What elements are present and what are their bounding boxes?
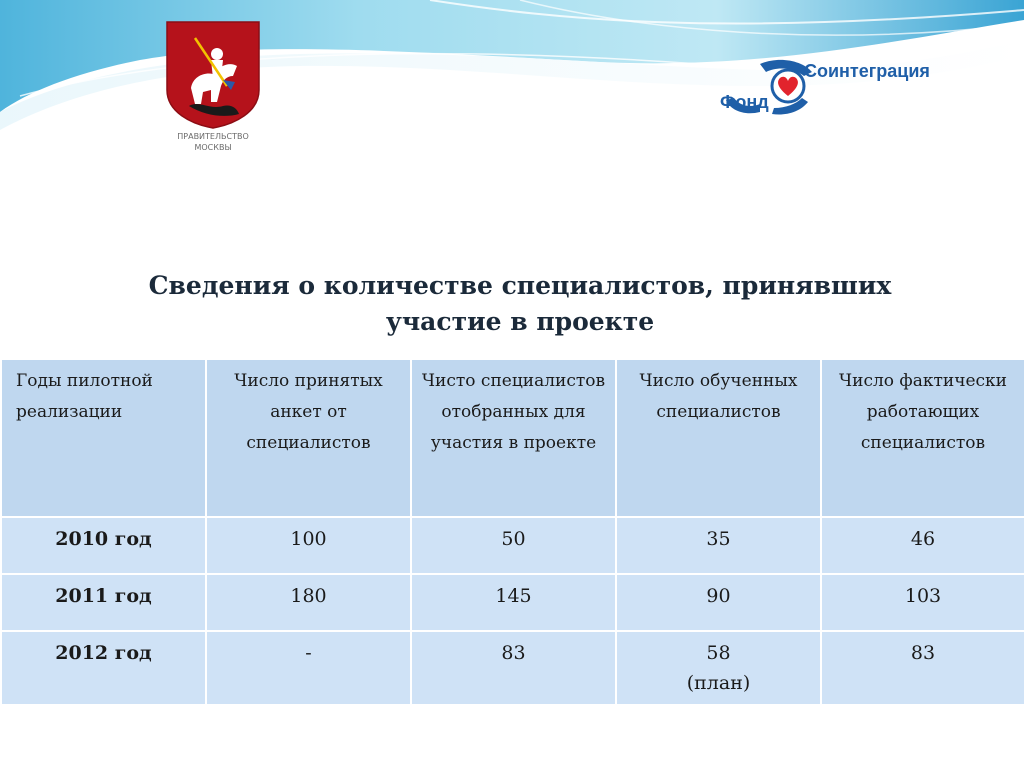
trained-value: 58 (706, 642, 731, 664)
trained-cell (616, 574, 821, 631)
gov-caption-line-1: ПРАВИТЕЛЬСТВО (177, 132, 249, 141)
page-title (100, 268, 940, 340)
applications-cell: 180 (206, 574, 411, 631)
table-row (1, 517, 1024, 574)
selected-cell: 50 (411, 517, 616, 574)
page-title-line-2: участие в проекте (385, 307, 655, 336)
government-caption (148, 131, 278, 153)
fund-logo-name: Соинтеграция (804, 61, 930, 81)
table-row (1, 574, 1024, 631)
header-trained: Число обученных специалистов (616, 359, 821, 517)
year-cell: 2010 год (1, 517, 206, 574)
working-cell: 103 (821, 574, 1024, 631)
year-cell: 2011 год (1, 574, 206, 631)
page-title-line-1: Сведения о количестве специалистов, принявших (148, 271, 892, 300)
fund-logo-prefix: Фонд (720, 92, 769, 112)
trained-value: 35 (706, 528, 731, 550)
working-cell: 46 (821, 517, 1024, 574)
working-cell: 83 (821, 631, 1024, 705)
header-applications: Число принятых анкет от специалистов (206, 359, 411, 517)
moscow-coat-of-arms-icon (165, 20, 261, 130)
header-years: Годы пилотной реализации (1, 359, 206, 517)
selected-cell: 83 (411, 631, 616, 705)
trained-cell (616, 631, 821, 705)
selected-cell: 145 (411, 574, 616, 631)
table-row (1, 631, 1024, 705)
applications-cell: - (206, 631, 411, 705)
fund-sointegration-logo (720, 58, 930, 116)
year-cell: 2012 год (1, 631, 206, 705)
specialists-table (0, 358, 1024, 706)
gov-caption-line-2: МОСКВЫ (194, 143, 232, 152)
header-working: Число фактически работающих специалистов (821, 359, 1024, 517)
header-selected: Чисто специалистов отобранных для участия в проекте (411, 359, 616, 517)
applications-cell: 100 (206, 517, 411, 574)
trained-value: 90 (706, 585, 731, 607)
trained-cell (616, 517, 821, 574)
trained-note: (план) (686, 672, 751, 694)
table-header-row (1, 359, 1024, 517)
